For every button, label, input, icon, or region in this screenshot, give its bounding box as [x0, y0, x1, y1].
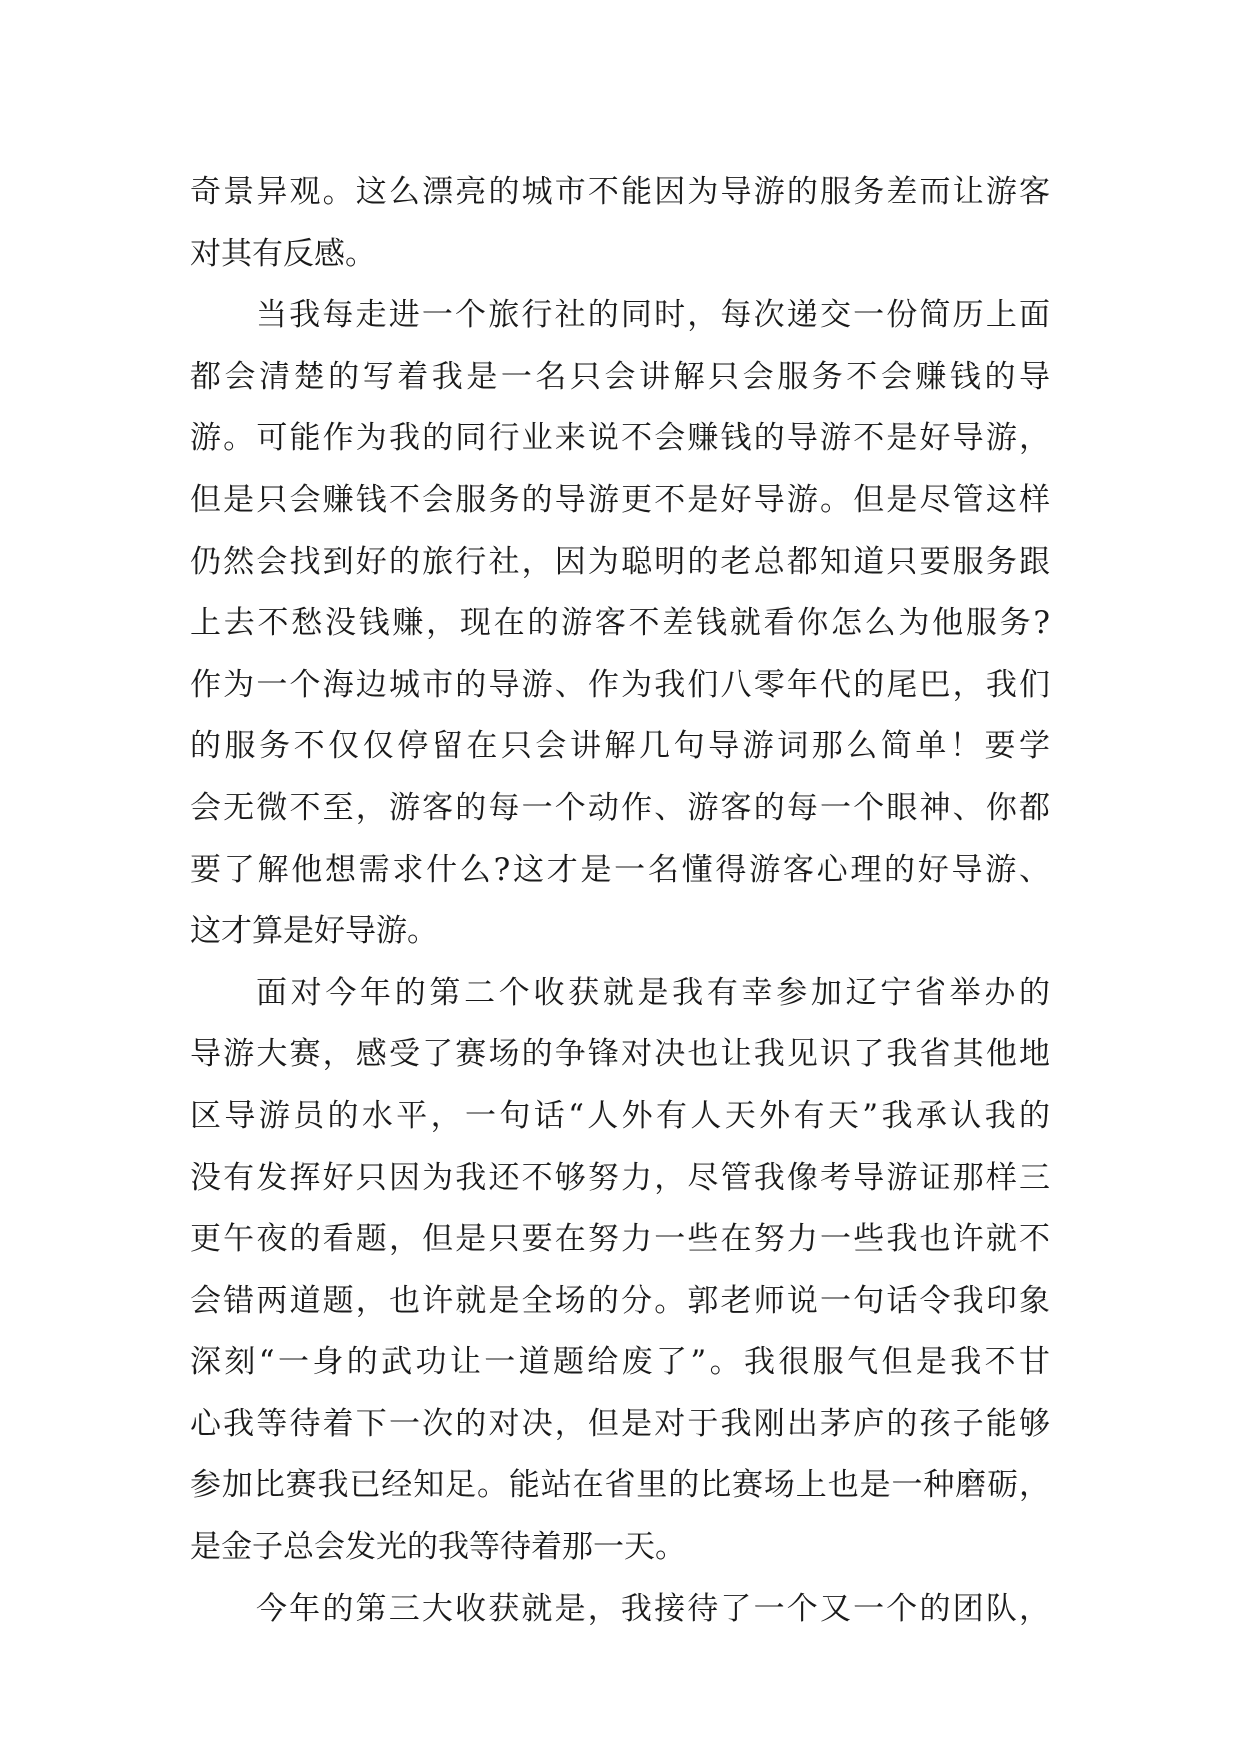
text-line: 更午夜的看题，但是只要在努力一些在努力一些我也许就不	[190, 1221, 1050, 1258]
text-line: 面对今年的第二个收获就是我有幸参加辽宁省举办的	[256, 974, 1050, 1011]
text-line: 作为一个海边城市的导游、作为我们八零年代的尾巴，我们	[190, 666, 1050, 703]
text-line: 会无微不至，游客的每一个动作、游客的每一个眼神、你都	[190, 789, 1050, 826]
text-line: 上去不愁没钱赚，现在的游客不差钱就看你怎么为他服务?	[190, 605, 1050, 642]
text-line: 今年的第三大收获就是，我接待了一个又一个的团队，	[256, 1590, 1050, 1627]
text-line: 导游大赛，感受了赛场的争锋对决也让我见识了我省其他地	[190, 1036, 1050, 1073]
text-line: 对其有反感。	[190, 235, 376, 272]
text-line: 深刻“一身的武功让一道题给废了”。我很服气但是我不甘	[190, 1344, 1050, 1381]
text-line: 区导游员的水平，一句话“人外有人天外有天”我承认我的	[190, 1097, 1050, 1134]
text-line: 当我每走进一个旅行社的同时，每次递交一份简历上面	[256, 297, 1050, 334]
text-line: 是金子总会发光的我等待着那一天。	[190, 1529, 686, 1566]
text-line: 参加比赛我已经知足。能站在省里的比赛场上也是一种磨砺，	[190, 1467, 1050, 1504]
text-line: 这才算是好导游。	[190, 913, 438, 950]
text-line: 游。可能作为我的同行业来说不会赚钱的导游不是好导游，	[190, 420, 1050, 457]
text-line: 心我等待着下一次的对决，但是对于我刚出茅庐的孩子能够	[190, 1405, 1050, 1442]
text-line: 没有发挥好只因为我还不够努力，尽管我像考导游证那样三	[190, 1159, 1050, 1196]
text-line: 仍然会找到好的旅行社，因为聪明的老总都知道只要服务跟	[190, 543, 1050, 580]
text-line: 的服务不仅仅停留在只会讲解几句导游词那么简单！要学	[190, 728, 1050, 765]
text-line: 会错两道题，也许就是全场的分。郭老师说一句话令我印象	[190, 1282, 1050, 1319]
body-text	[190, 162, 1050, 1640]
text-line: 但是只会赚钱不会服务的导游更不是好导游。但是尽管这样	[190, 481, 1050, 518]
text-line: 要了解他想需求什么?这才是一名懂得游客心理的好导游、	[190, 851, 1050, 888]
text-line: 奇景异观。这么漂亮的城市不能因为导游的服务差而让游客	[190, 174, 1050, 210]
text-line: 都会清楚的写着我是一名只会讲解只会服务不会赚钱的导	[190, 358, 1050, 395]
